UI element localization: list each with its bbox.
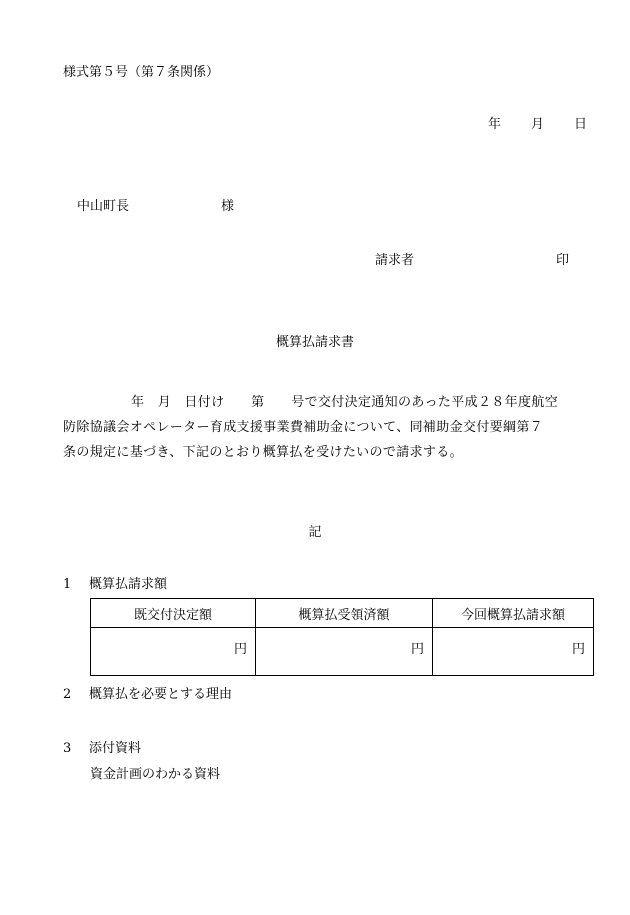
body-line-2: 防除協議会オペレーター育成支援事業費補助金について、同補助金交付要綱第７ (63, 420, 544, 435)
header-received-amount: 概算払受領済額 (256, 599, 433, 628)
seal-mark: 印 (556, 253, 570, 268)
item-2-number: 2 (63, 687, 72, 702)
body-line-3: 条の規定に基づき、下記のとおり概算払を受けたいので請求する。 (63, 445, 463, 460)
document-title: 概算払請求書 (275, 335, 354, 350)
item-3-label: 添付資料 (89, 741, 142, 756)
item-2-heading (63, 688, 232, 701)
cell-approved-amount: 円 (91, 628, 256, 676)
item-3-heading (63, 742, 141, 755)
item-1-heading (63, 578, 167, 591)
item-3-number: 3 (63, 741, 72, 756)
item-1-label: 概算払請求額 (89, 577, 168, 592)
cell-received-amount: 円 (256, 628, 433, 676)
date-line (488, 118, 587, 131)
amount-table (90, 598, 594, 676)
claimant (375, 254, 569, 267)
claimant-label: 請求者 (375, 253, 415, 268)
cell-current-request: 円 (433, 628, 594, 676)
date-month: 月 (531, 117, 545, 132)
addressee (77, 200, 234, 213)
body-text (63, 390, 593, 465)
form-id: 様式第５号（第７条関係） (63, 65, 220, 80)
item-2-label: 概算払を必要とする理由 (89, 687, 233, 702)
date-year: 年 (488, 117, 502, 132)
item-1-number: 1 (63, 577, 72, 592)
date-day: 日 (574, 117, 588, 132)
body-line-1: 年 月 日付け 第 号で交付決定通知のあった平成２８年度航空 (131, 395, 559, 410)
attachment-text: 資金計画のわかる資料 (90, 767, 221, 782)
addressee-honorific: 様 (221, 199, 235, 214)
addressee-name: 中山町長 (77, 199, 130, 214)
table-row (91, 628, 594, 676)
ki-heading: 記 (308, 525, 322, 540)
header-approved-amount: 既交付決定額 (91, 599, 256, 628)
table-header-row (91, 599, 594, 628)
header-current-request: 今回概算払請求額 (433, 599, 594, 628)
